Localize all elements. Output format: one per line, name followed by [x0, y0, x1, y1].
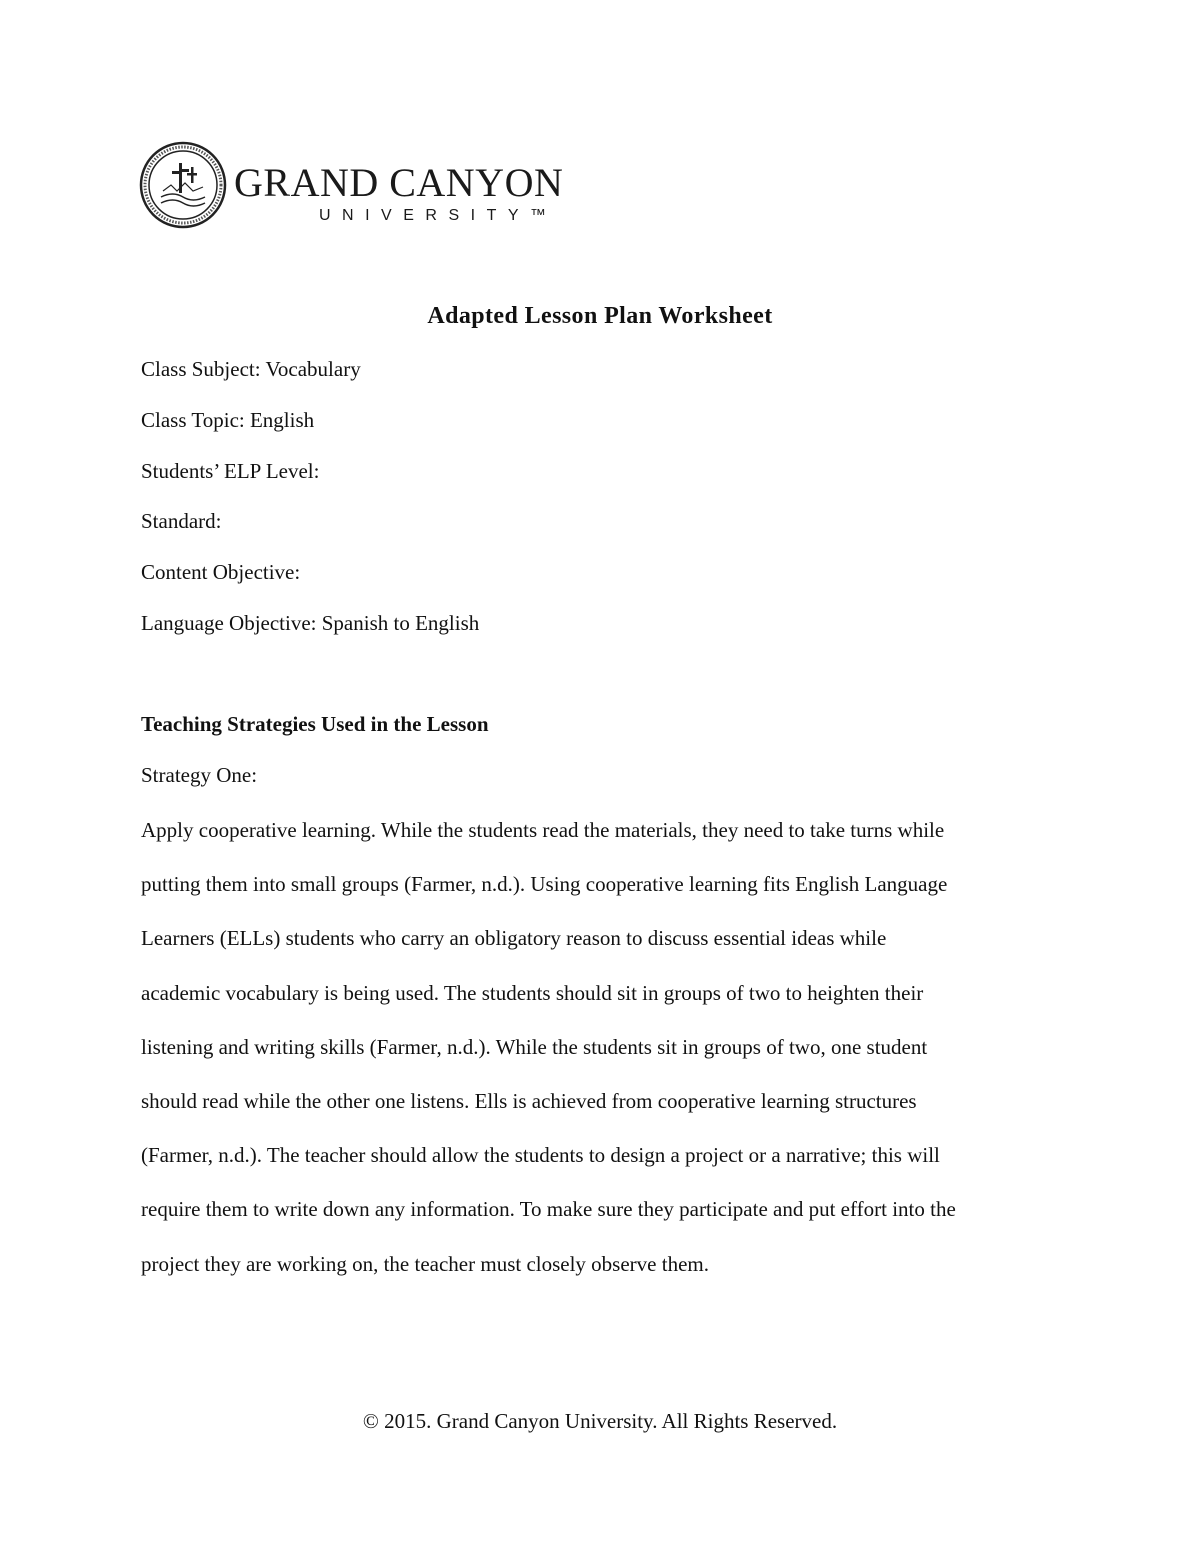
university-logo: [139, 141, 564, 231]
paragraph-line: putting them into small groups (Farmer, n.d.). Using cooperative learning fits English Language: [141, 872, 948, 897]
paragraph-line: Learners (ELLs) students who carry an obligatory reason to discuss essential ideas while: [141, 926, 887, 951]
paragraph-line: (Farmer, n.d.). The teacher should allow the students to design a project or a narrative; this will: [141, 1143, 940, 1168]
copyright-footer: © 2015. Grand Canyon University. All Rights Reserved.: [362, 1409, 838, 1433]
paragraph-line: should read while the other one listens. Ells is achieved from cooperative learning structures: [141, 1088, 917, 1113]
paragraph-line: require them to write down any information. To make sure they participate and put effort into the: [141, 1197, 956, 1222]
paragraph-line: listening and writing skills (Farmer, n.d.). While the students sit in groups of two, one student: [141, 1034, 928, 1059]
paragraph-line: academic vocabulary is being used. The students should sit in groups of two to heighten their: [141, 980, 924, 1005]
field-standard: Standard:: [141, 509, 222, 533]
paragraph-line: project they are working on, the teacher must closely observe them.: [141, 1251, 709, 1276]
field-language-objective: Language Objective: Spanish to English: [141, 611, 480, 635]
field-class-subject: Class Subject: Vocabulary: [141, 357, 361, 381]
strategy-paragraph: [141, 815, 1071, 1303]
field-class-topic: Class Topic: English: [141, 408, 315, 432]
paragraph-line: Apply cooperative learning. While the students read the materials, they need to take turns while: [141, 818, 945, 842]
university-seal-icon: [139, 141, 227, 229]
strategy-label: Strategy One:: [141, 763, 258, 787]
field-content-objective: Content Objective:: [141, 560, 301, 584]
logo-wordmark-sub: UNIVERSITY™: [319, 207, 558, 224]
page-title: Adapted Lesson Plan Worksheet: [427, 303, 773, 329]
logo-wordmark: GRAND CANYON: [234, 160, 564, 205]
field-elp-level: Students’ ELP Level:: [141, 459, 320, 483]
section-heading: Teaching Strategies Used in the Lesson: [141, 712, 489, 736]
